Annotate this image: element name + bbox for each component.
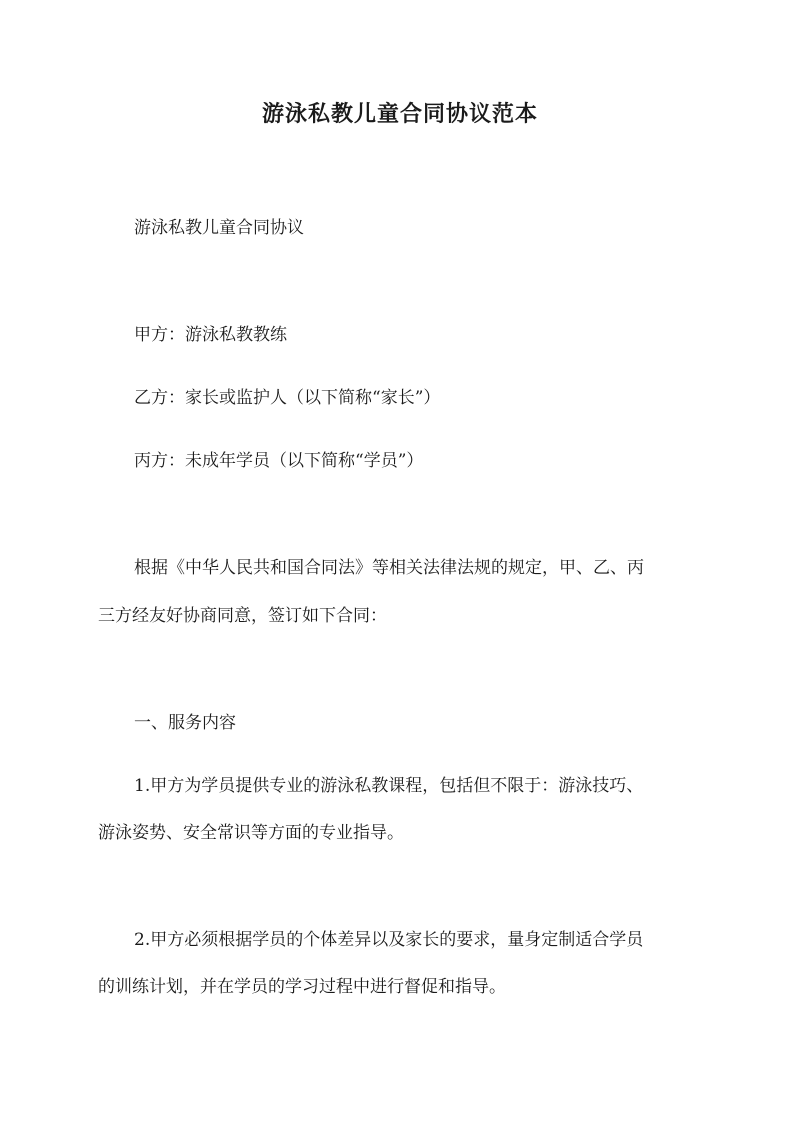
agreement-subtitle: 游泳私教儿童合同协议 xyxy=(134,218,304,238)
party-c-line: 丙方：未成年学员（以下简称“学员”） xyxy=(134,451,424,471)
clause-2-line-1: 2.甲方必须根据学员的个体差异以及家长的要求，量身定制适合学员 xyxy=(134,930,644,950)
clause-2-line-2: 的训练计划，并在学员的学习过程中进行督促和指导。 xyxy=(98,977,506,997)
party-a-line: 甲方：游泳私教教练 xyxy=(134,325,287,345)
clause-1-line-2: 游泳姿势、安全常识等方面的专业指导。 xyxy=(98,823,404,843)
preamble-line-1: 根据《中华人民共和国合同法》等相关法律法规的规定，甲、乙、丙 xyxy=(134,558,644,578)
document-title: 游泳私教儿童合同协议范本 xyxy=(261,101,538,127)
clause-1-line-1: 1.甲方为学员提供专业的游泳私教课程，包括但不限于：游泳技巧、 xyxy=(134,776,644,796)
section-1-heading: 一、服务内容 xyxy=(134,713,236,733)
preamble-line-2: 三方经友好协商同意，签订如下合同： xyxy=(98,606,387,626)
party-b-line: 乙方：家长或监护人（以下简称“家长”） xyxy=(134,388,441,408)
